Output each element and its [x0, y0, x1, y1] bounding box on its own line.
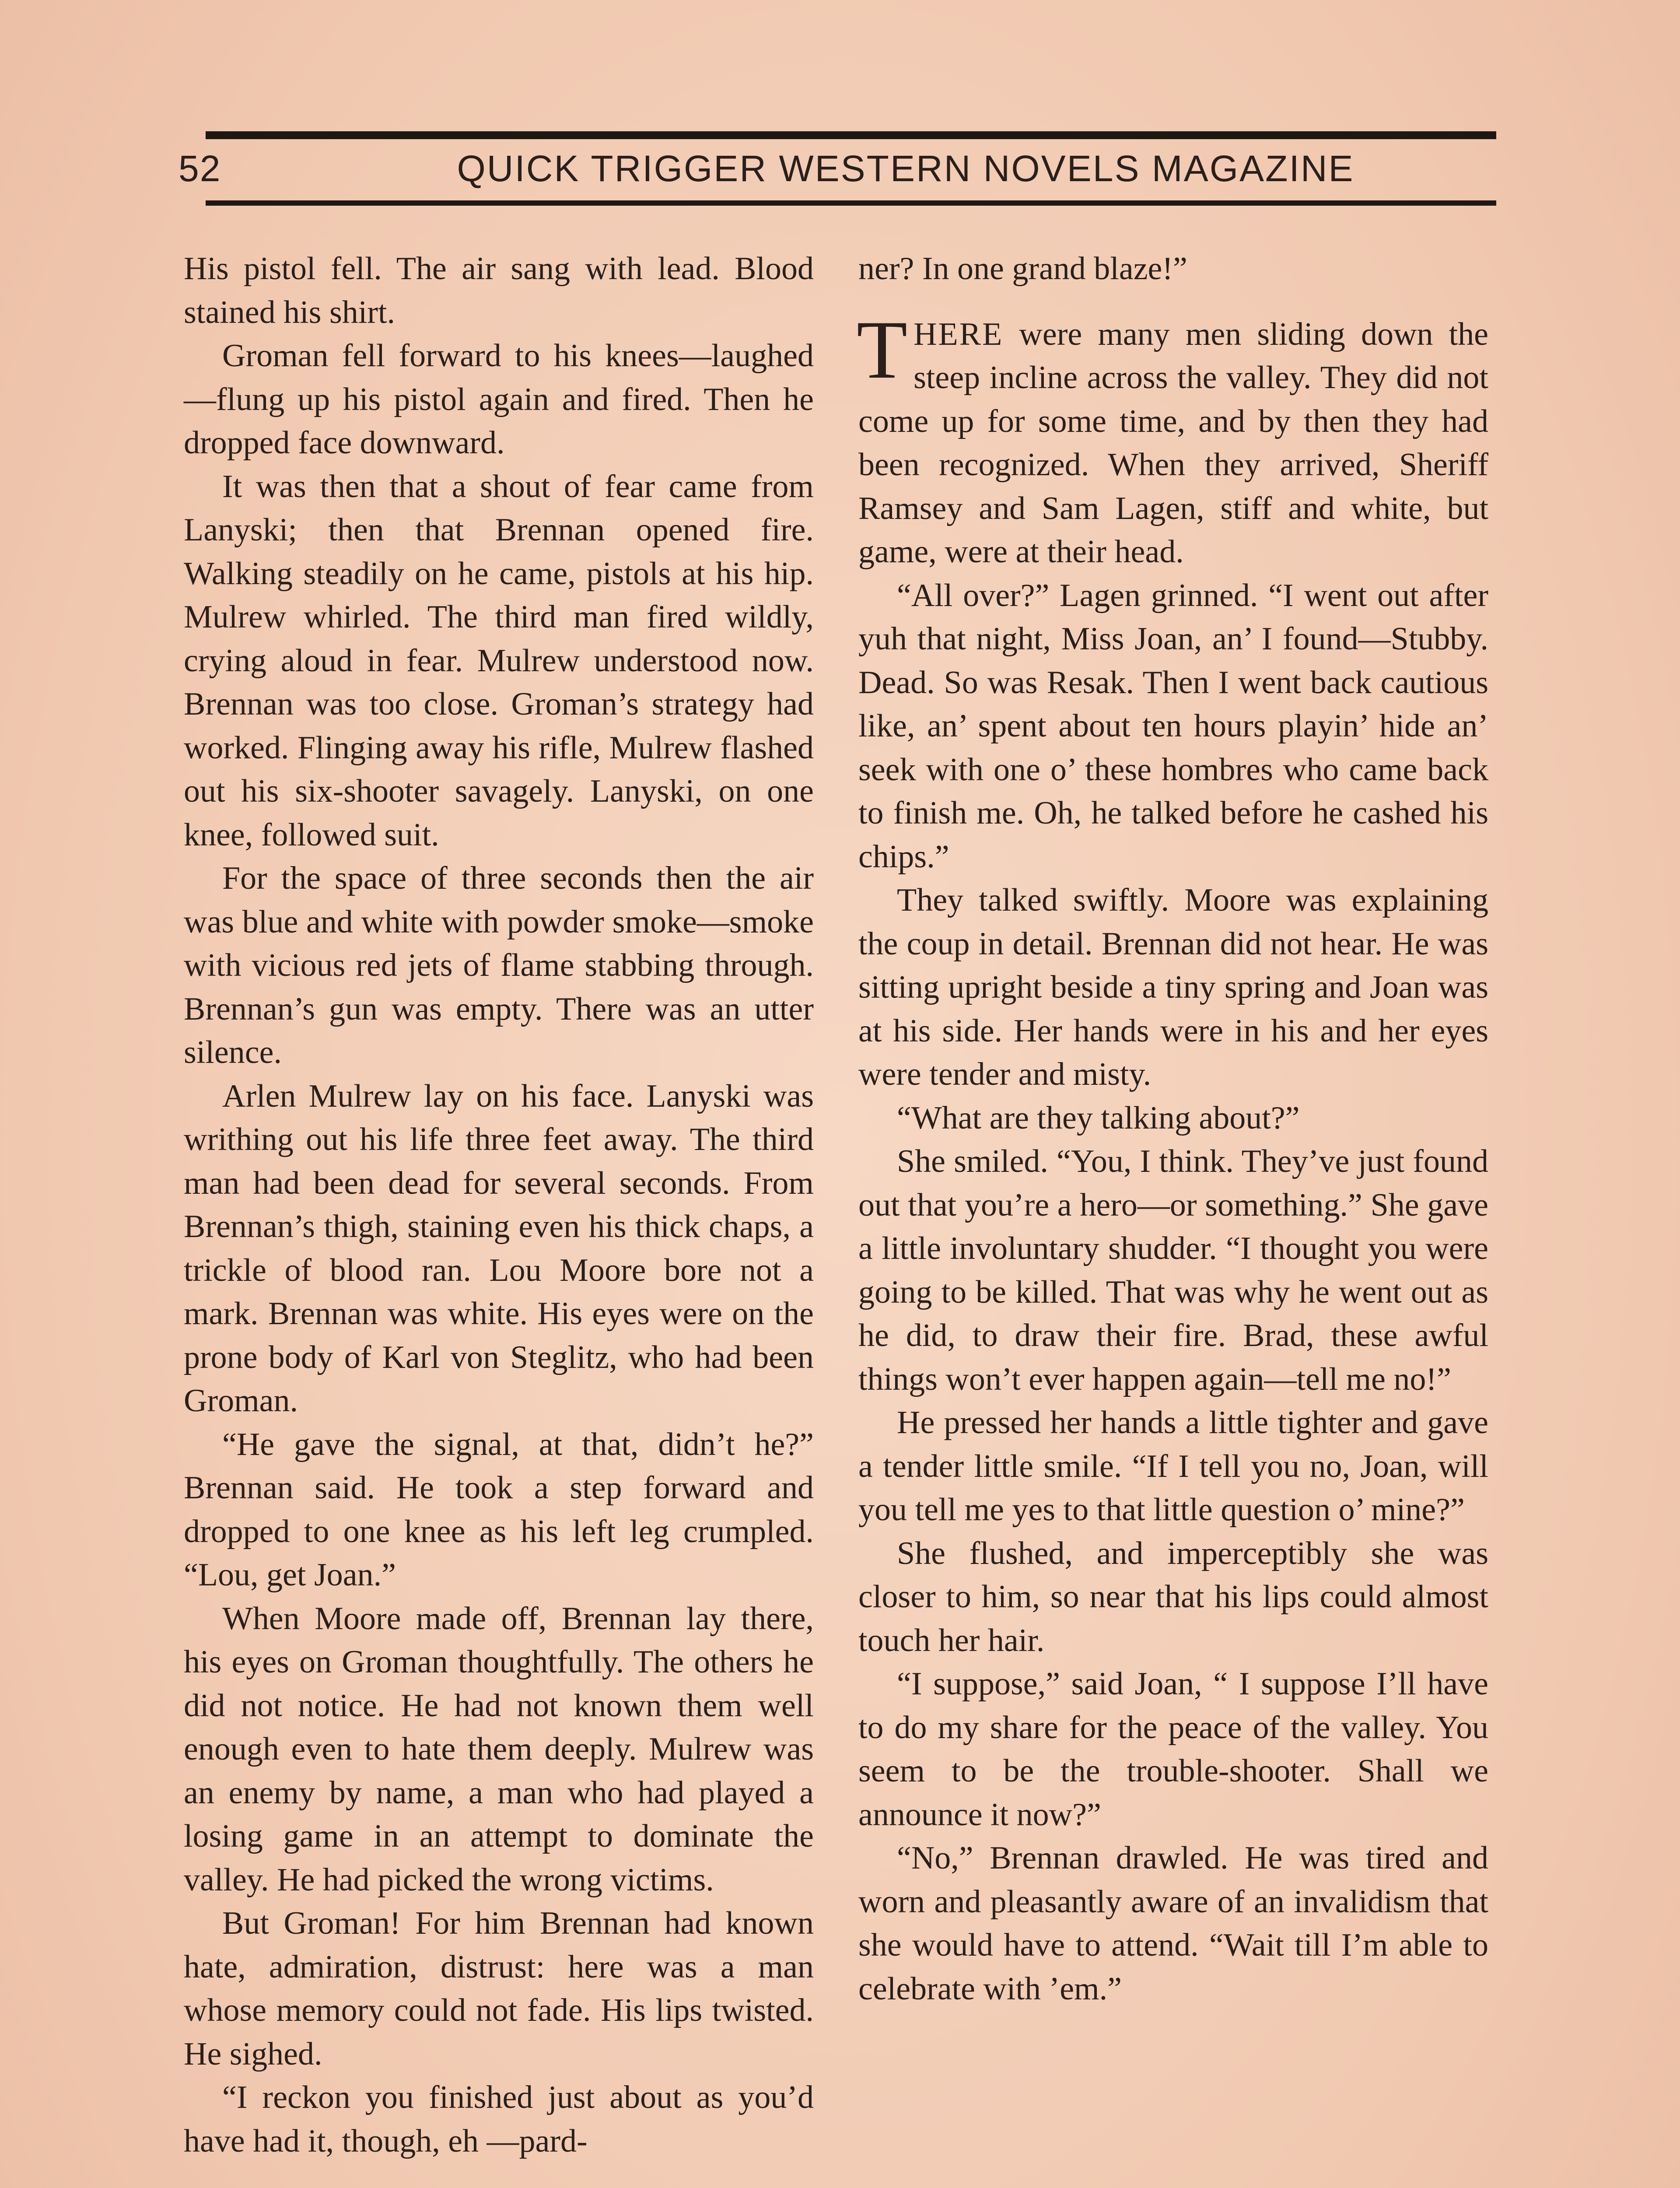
drop-cap: T — [857, 304, 908, 396]
paragraph: For the space of three seconds then the air was blue and white with powder smoke—smoke with vicious red jets of flame stabbing through. Brennan’s gun was empty. There was an utter silence. — [184, 860, 814, 1070]
section-opening-paragraph — [857, 304, 1488, 574]
paragraph: She flushed, and imperceptibly she was closer to him, so near that his lips could almost touch her hair. — [858, 1535, 1488, 1659]
paragraph: “I reckon you finished just about as you’d have had it, though, eh —pard- — [184, 2079, 814, 2159]
left-column — [184, 247, 814, 2163]
header-rule-bottom — [206, 200, 1496, 206]
paragraph: “No,” Brennan drawled. He was tired and worn and pleasantly aware of an invalidism that she would have to attend. “Wait till I’m able to celebrate with ’em.” — [858, 1840, 1488, 2007]
paragraph: “All over?” Lagen grinned. “I went out after yuh that night, Miss Joan, an’ I found—Stubby. Dead. So was Resak. Then I went back cautious like, an’ spent about ten hours playin’ hide an’ seek with one o’ these hombres who came back to finish me. Oh, he talked before he cashed his chips.” — [858, 577, 1488, 875]
paragraph: He pressed her hands a little tighter and gave a tender little smile. “If I tell you no, Joan, will you tell me yes to that little question o’ mine?” — [858, 1405, 1488, 1528]
paragraph: She smiled. “You, I think. They’ve just found out that you’re a hero—or something.” She gave a little involuntary shudder. “I thought you were going to be killed. That was why he went out as he did, to draw their fire. Brad, these awful things won’t ever happen again—tell me no!” — [858, 1143, 1488, 1397]
section-opening-text: were many men sliding down the steep incline across the valley. They did not come up for some time, and by then they had been recognized. When they arrived, Sheriff Ramsey and Sam Lagen, stiff and white, but game, were at their head. — [858, 316, 1488, 570]
paragraph: “He gave the signal, at that, didn’t he?” Brennan said. He took a step forward and dropped to one knee as his left leg crumpled. “Lou, get Joan.” — [184, 1426, 814, 1593]
right-column — [858, 247, 1488, 2011]
paragraph-continuation: ner? In one grand blaze!” — [858, 251, 1187, 287]
paragraph: When Moore made off, Brennan lay there, his eyes on Groman thoughtfully. The others he did not notice. He had not known them well enough even to hate them deeply. Mulrew was an enemy by name, a man who had played a losing game in an attempt to dominate the valley. He had picked the wrong victims. — [184, 1600, 814, 1898]
paragraph: Arlen Mulrew lay on his face. Lanyski was writhing out his life three feet away. The third man had been dead for several seconds. From Brennan’s thigh, staining even his thick chaps, a trickle of blood ran. Lou Moore bore not a mark. Brennan was white. His eyes were on the prone body of Karl von Steglitz, who had been Groman. — [184, 1078, 814, 1419]
paragraph: They talked swiftly. Moore was explaining the coup in detail. Brennan did not hear. He was sitting upright beside a tiny spring and Joan was at his side. Her hands were in his and her eyes were tender and misty. — [858, 882, 1488, 1092]
page-number: 52 — [178, 148, 221, 189]
paragraph: It was then that a shout of fear came from Lanyski; then that Brennan opened fire. Walking steadily on he came, pistols at his hip. Mulrew whirled. The third man fired wildly, crying aloud in fear. Mulrew understood now. Brennan was too close. Groman’s strategy had worked. Flinging away his rifle, Mulrew flashed out his six-shooter savagely. Lanyski, on one knee, followed suit. — [184, 468, 814, 853]
small-caps-lead: HERE — [914, 316, 1004, 352]
running-head-title: QUICK TRIGGER WESTERN NOVELS MAGAZINE — [457, 148, 1354, 189]
paragraph: “What are they talking about?” — [897, 1100, 1300, 1136]
paragraph: Groman fell forward to his knees—laughed—flung up his pistol again and fired. Then he dropped face downward. — [184, 338, 814, 461]
paragraph: His pistol fell. The air sang with lead. Blood stained his shirt. — [184, 251, 814, 330]
paragraph: But Groman! For him Brennan had known hate, admiration, distrust: here was a man whose memory could not fade. His lips twisted. He sighed. — [184, 1905, 814, 2072]
paragraph: “I suppose,” said Joan, “ I suppose I’ll have to do my share for the peace of the valley. You seem to be the trouble-shooter. Shall we announce it now?” — [858, 1666, 1488, 1833]
header-rule-top — [206, 131, 1496, 139]
